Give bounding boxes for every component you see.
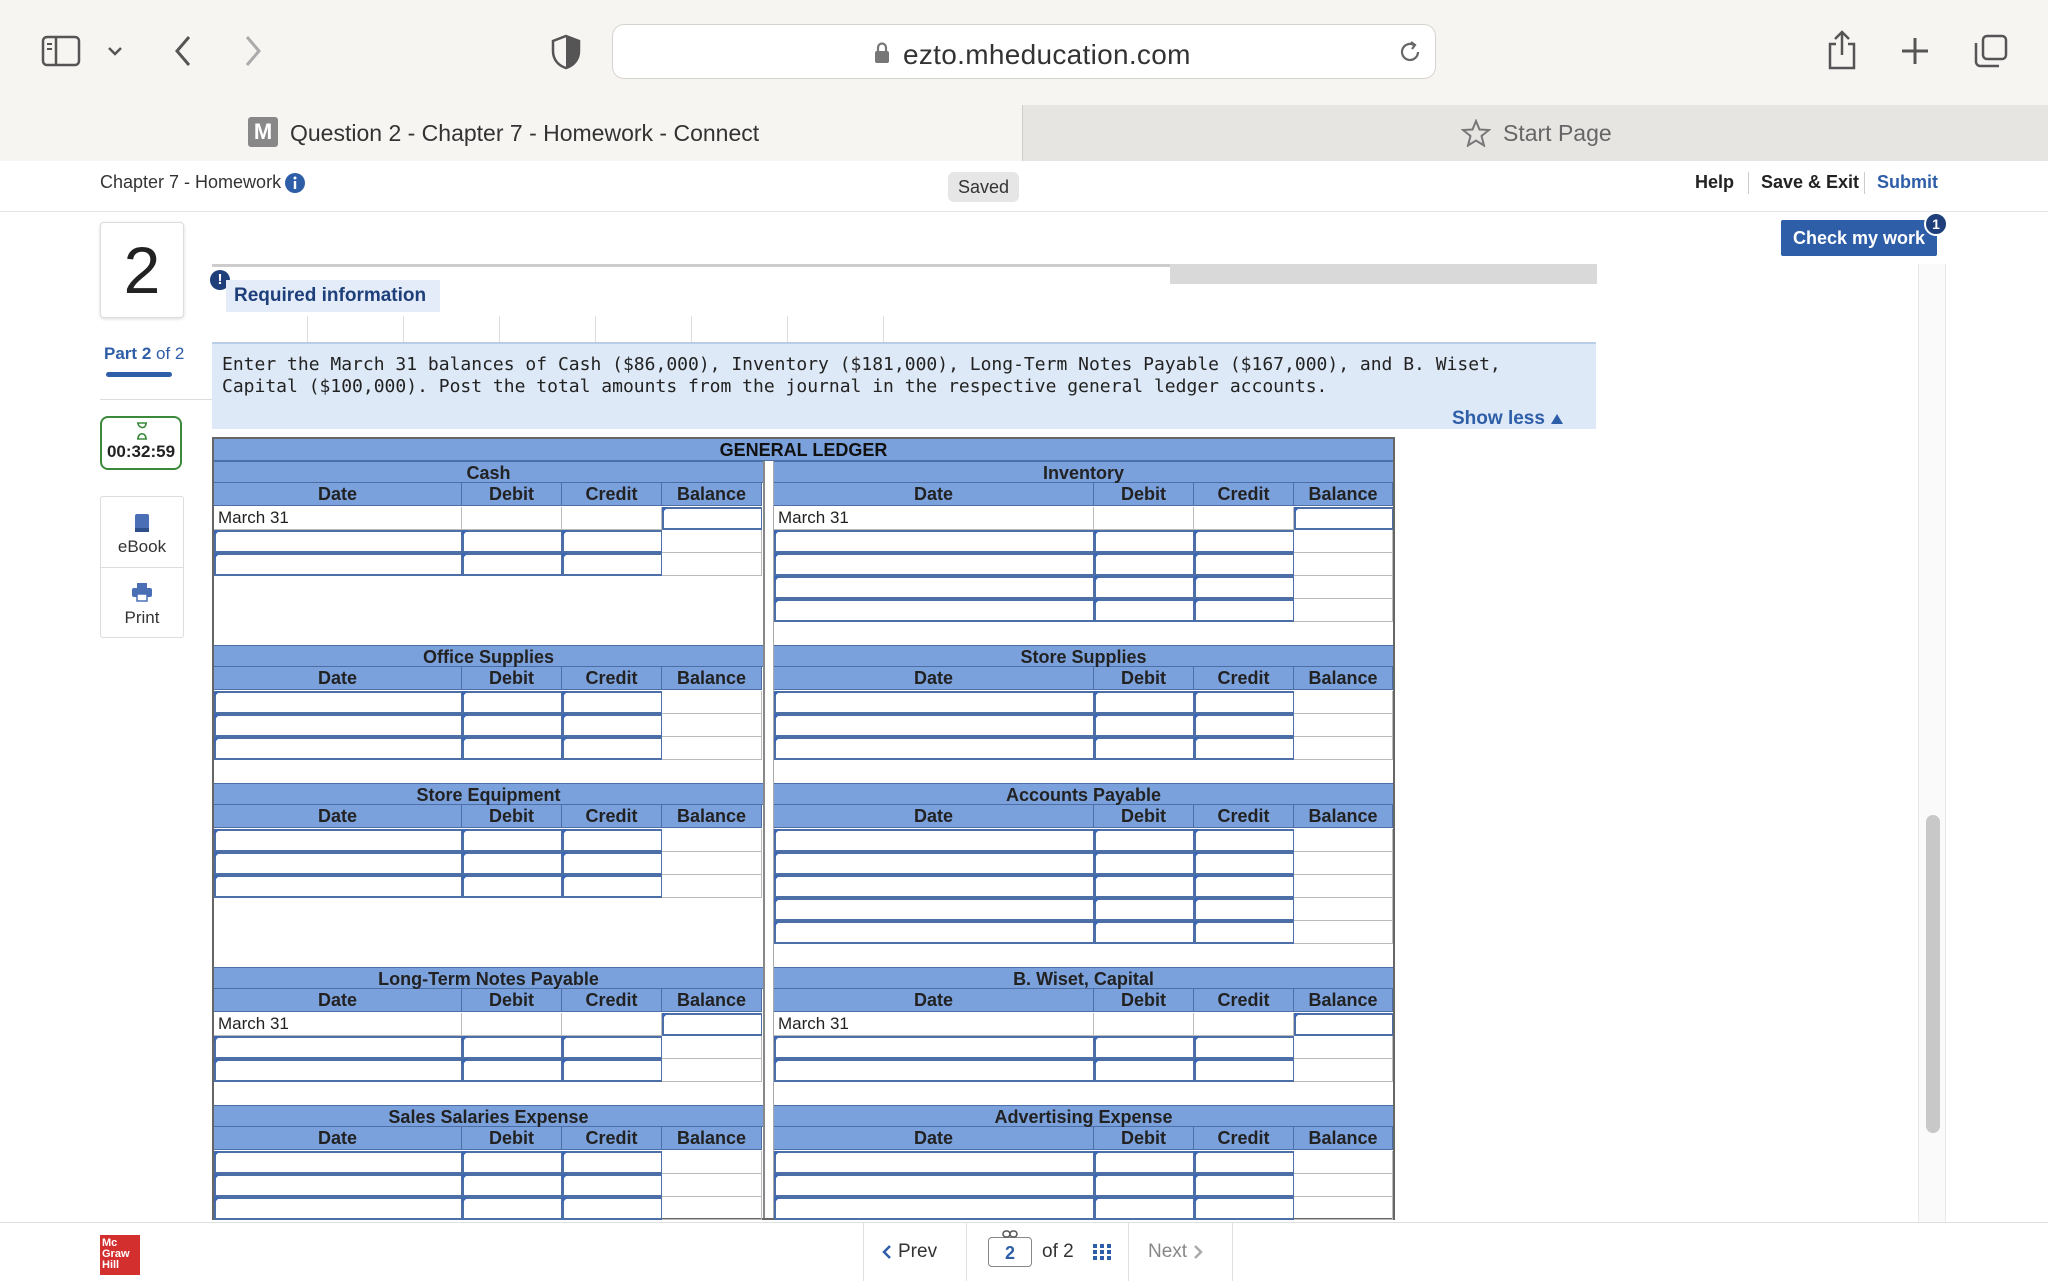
reload-icon[interactable] [1397,39,1423,65]
credit-field[interactable] [1194,921,1294,944]
balance-field [1294,852,1393,875]
submit-link[interactable]: Submit [1877,172,1938,192]
balance-field [662,553,762,576]
column-header-debit: Debit [1094,989,1194,1012]
ledger-title: GENERAL LEDGER [214,439,1393,461]
credit-field[interactable] [1194,530,1294,553]
balance-field [662,1036,762,1059]
credit-field[interactable] [1194,1197,1294,1220]
debit-field[interactable] [462,737,562,760]
debit-field[interactable] [1094,829,1194,852]
balance-field [662,829,762,852]
save-exit-link[interactable]: Save & Exit [1761,172,1860,192]
debit-field[interactable] [1094,737,1194,760]
date-field[interactable] [214,737,462,760]
credit-field[interactable] [1194,691,1294,714]
balance-field [662,691,762,714]
debit-cell [462,507,562,530]
date-field[interactable] [214,553,462,576]
date-field[interactable] [214,1174,462,1197]
column-header-balance: Balance [662,989,762,1012]
credit-field[interactable] [1194,714,1294,737]
column-header-credit: Credit [1194,805,1294,828]
debit-field[interactable] [462,852,562,875]
chevron-right-icon [1193,1244,1203,1260]
date-field[interactable] [774,921,1094,944]
tools-panel [100,496,184,638]
prev-label: Prev [898,1241,938,1262]
privacy-shield-icon[interactable] [548,32,584,72]
date-field[interactable] [774,1174,1094,1197]
debit-field[interactable] [1094,530,1194,553]
instructions-panel [212,342,1596,429]
general-ledger [212,437,1395,1220]
chevron-down-icon[interactable] [104,40,126,62]
balance-field [1294,1174,1393,1197]
balance-field [1294,875,1393,898]
column-header-date: Date [214,805,462,828]
balance-field[interactable] [1294,1013,1393,1036]
date-cell: March 31 [774,1013,1094,1036]
balance-field [662,1151,762,1174]
date-field[interactable] [214,1197,462,1220]
balance-field [662,714,762,737]
column-header-debit: Debit [462,805,562,828]
date-field[interactable] [774,852,1094,875]
column-header-balance: Balance [1294,667,1393,690]
debit-field[interactable] [1094,691,1194,714]
debit-field[interactable] [1094,898,1194,921]
book-icon [133,513,151,533]
chevron-left-icon [882,1244,892,1260]
credit-field[interactable] [562,737,662,760]
balance-field [1294,530,1393,553]
debit-field[interactable] [462,714,562,737]
date-field[interactable] [214,852,462,875]
credit-field[interactable] [562,829,662,852]
triangle-up-icon [1550,413,1564,425]
credit-field[interactable] [1194,576,1294,599]
column-header-credit: Credit [1194,667,1294,690]
credit-field[interactable] [562,1059,662,1082]
column-header-date: Date [774,1127,1094,1150]
credit-field[interactable] [1194,737,1294,760]
balance-field [1294,714,1393,737]
balance-field[interactable] [1294,507,1393,530]
credit-field[interactable] [562,1151,662,1174]
credit-field[interactable] [562,1174,662,1197]
part-tab-strip [212,316,1170,343]
debit-field[interactable] [462,875,562,898]
credit-cell [1194,1013,1294,1036]
column-header-credit: Credit [1194,989,1294,1012]
divider [1128,1223,1129,1281]
part-progress-bar [106,372,172,377]
balance-field [1294,1059,1393,1082]
hourglass-icon [136,422,148,440]
date-field[interactable] [774,737,1094,760]
balance-field [662,875,762,898]
timer-box[interactable] [100,416,182,470]
ebook-label: eBook [117,537,167,556]
column-header-credit: Credit [562,667,662,690]
mcgraw-favicon-icon: M [248,117,278,147]
date-field[interactable] [214,530,462,553]
tab-overview-icon[interactable] [1972,32,2010,70]
credit-field[interactable] [562,875,662,898]
debit-field[interactable] [462,530,562,553]
balance-field [662,1059,762,1082]
debit-field[interactable] [462,829,562,852]
column-header-balance: Balance [1294,483,1393,506]
date-field[interactable] [774,691,1094,714]
column-header-date: Date [214,483,462,506]
info-icon[interactable] [284,172,306,194]
account-title: Advertising Expense [774,1105,1393,1127]
credit-field[interactable] [1194,829,1294,852]
saved-status: Saved [948,172,1019,202]
lock-icon [873,42,891,64]
print-button[interactable] [101,568,183,638]
column-header-credit: Credit [562,805,662,828]
column-header-debit: Debit [462,667,562,690]
column-header-balance: Balance [662,483,762,506]
debit-field[interactable] [1094,1151,1194,1174]
credit-field[interactable] [1194,599,1294,622]
balance-field [662,737,762,760]
column-header-balance: Balance [1294,805,1393,828]
account-title: Inventory [774,461,1393,483]
debit-field[interactable] [1094,553,1194,576]
balance-field [1294,553,1393,576]
link-icon [1002,1229,1018,1239]
header-bar-right [1170,264,1597,284]
debit-cell [462,1013,562,1036]
tab-start-page[interactable] [1022,105,2048,161]
balance-field [1294,737,1393,760]
balance-field [1294,1197,1393,1220]
date-field[interactable] [214,875,462,898]
part-current: 2 [141,344,152,363]
debit-field[interactable] [1094,875,1194,898]
credit-cell [1194,507,1294,530]
column-header-credit: Credit [562,1127,662,1150]
column-header-balance: Balance [1294,1127,1393,1150]
account-title: Store Equipment [214,783,763,805]
next-button[interactable] [1148,1241,1203,1263]
required-info-tab[interactable]: Required information [226,280,440,312]
page-of: of 2 [1042,1241,1074,1262]
column-header-credit: Credit [562,989,662,1012]
debit-field[interactable] [1094,1197,1194,1220]
browser-toolbar [0,0,2048,105]
date-cell: March 31 [214,507,462,530]
page-number-field[interactable]: 2 [988,1237,1032,1267]
date-field[interactable] [774,530,1094,553]
credit-field[interactable] [1194,852,1294,875]
credit-field[interactable] [1194,898,1294,921]
credit-field[interactable] [562,530,662,553]
bottom-navigation [0,1222,2048,1280]
column-header-credit: Credit [1194,1127,1294,1150]
balance-field [1294,691,1393,714]
print-label: Print [124,608,160,627]
date-field[interactable] [774,576,1094,599]
debit-field[interactable] [462,1174,562,1197]
date-field[interactable] [774,1036,1094,1059]
column-header-debit: Debit [462,989,562,1012]
credit-field[interactable] [562,1036,662,1059]
column-header-date: Date [774,805,1094,828]
instructions-text: Enter the March 31 balances of Cash ($86,000), Inventory ($181,000), Long-Term Notes Payable ($167,000), and B. Wiset, Capital ($100,000). Post the total amounts from the journal in the respective general ledger accounts. [222,354,1501,397]
credit-field[interactable] [562,852,662,875]
check-my-work-button[interactable]: Check my work [1781,220,1937,256]
part-of: of 2 [156,344,185,363]
credit-cell [562,1013,662,1036]
credit-cell [562,507,662,530]
column-header-date: Date [774,989,1094,1012]
credit-field[interactable] [1194,1151,1294,1174]
column-header-debit: Debit [462,483,562,506]
debit-field[interactable] [1094,921,1194,944]
debit-field[interactable] [1094,1059,1194,1082]
date-field[interactable] [214,1036,462,1059]
balance-field [662,1197,762,1220]
balance-field [1294,599,1393,622]
column-header-balance: Balance [662,805,762,828]
debit-cell [1094,1013,1194,1036]
date-field[interactable] [214,691,462,714]
help-link[interactable]: Help [1695,172,1735,192]
address-bar[interactable] [612,24,1436,79]
credit-field[interactable] [1194,875,1294,898]
share-icon[interactable] [1824,28,1860,72]
tab-title: Question 2 - Chapter 7 - Homework - Connect [290,120,760,146]
next-label: Next [1148,1241,1188,1262]
debit-field[interactable] [462,1151,562,1174]
debit-field[interactable] [1094,1174,1194,1197]
divider [966,1223,967,1281]
credit-field[interactable] [1194,1036,1294,1059]
debit-cell [1094,507,1194,530]
debit-field[interactable] [1094,1036,1194,1059]
column-header-credit: Credit [562,483,662,506]
debit-field[interactable] [462,553,562,576]
grid-icon[interactable] [1092,1243,1112,1261]
column-header-debit: Debit [1094,805,1194,828]
account-title: Store Supplies [774,645,1393,667]
date-cell: March 31 [774,507,1094,530]
credit-field[interactable] [562,553,662,576]
date-field[interactable] [774,1197,1094,1220]
credit-field[interactable] [1194,1059,1294,1082]
column-header-date: Date [214,989,462,1012]
debit-field[interactable] [462,1036,562,1059]
url-text: ezto.mheducation.com [903,39,1191,70]
alert-icon: ! [210,270,230,290]
date-field[interactable] [774,1059,1094,1082]
date-field[interactable] [214,1151,462,1174]
column-header-balance: Balance [1294,989,1393,1012]
account-title: Sales Salaries Expense [214,1105,763,1127]
column-header-balance: Balance [662,667,762,690]
balance-field[interactable] [662,507,762,530]
credit-field[interactable] [562,714,662,737]
debit-field[interactable] [462,1059,562,1082]
divider [1864,172,1865,194]
balance-field [1294,921,1393,944]
column-header-date: Date [214,667,462,690]
date-field[interactable] [774,1151,1094,1174]
app-header [0,162,2048,212]
credit-field[interactable] [562,691,662,714]
debit-field[interactable] [462,691,562,714]
column-header-debit: Debit [462,1127,562,1150]
ebook-button[interactable] [101,497,183,567]
date-field[interactable] [214,714,462,737]
back-icon[interactable] [168,32,198,70]
question-number: 2 [123,233,161,307]
column-header-debit: Debit [1094,667,1194,690]
date-field[interactable] [214,1059,462,1082]
credit-field[interactable] [562,1197,662,1220]
date-cell: March 31 [214,1013,462,1036]
debit-field[interactable] [1094,576,1194,599]
account-title: B. Wiset, Capital [774,967,1393,989]
tab-bar [0,105,2048,161]
new-tab-icon[interactable] [1898,34,1932,68]
credit-field[interactable] [1194,553,1294,576]
account-title: Cash [214,461,763,483]
part-indicator [104,344,184,364]
printer-icon [131,582,153,602]
forward-icon[interactable] [238,32,268,70]
divider [1748,172,1749,194]
column-header-debit: Debit [1094,1127,1194,1150]
mcgraw-hill-logo: Mc Graw Hill [100,1235,140,1275]
balance-field [1294,829,1393,852]
date-field[interactable] [774,829,1094,852]
date-field[interactable] [774,553,1094,576]
account-title: Accounts Payable [774,783,1393,805]
date-field[interactable] [774,714,1094,737]
balance-field [662,530,762,553]
show-less-button[interactable] [1452,408,1564,430]
breadcrumb: Chapter 7 - Homework [100,172,282,192]
credit-field[interactable] [1194,1174,1294,1197]
column-header-debit: Debit [1094,483,1194,506]
balance-field [662,852,762,875]
balance-field[interactable] [662,1013,762,1036]
balance-field [662,1174,762,1197]
column-header-date: Date [774,667,1094,690]
date-field[interactable] [774,875,1094,898]
check-count-badge: 1 [1924,212,1948,236]
tab-question-2[interactable] [0,105,1022,161]
balance-field [1294,898,1393,921]
pagination [863,1223,1233,1281]
column-header-credit: Credit [1194,483,1294,506]
balance-field [1294,576,1393,599]
star-icon [1461,119,1491,147]
tab-title: Start Page [1503,120,1612,146]
column-header-date: Date [774,483,1094,506]
timer-value: 00:32:59 [106,442,176,461]
column-divider [763,461,774,1218]
column-header-date: Date [214,1127,462,1150]
scrollbar-thumb[interactable] [1926,815,1940,1133]
part-label: Part [104,344,138,363]
debit-field[interactable] [1094,852,1194,875]
prev-button[interactable] [882,1241,937,1263]
sidebar-toggle-icon[interactable] [40,34,82,68]
date-field[interactable] [774,898,1094,921]
show-less-label: Show less [1452,408,1545,429]
debit-field[interactable] [1094,599,1194,622]
debit-field[interactable] [1094,714,1194,737]
debit-field[interactable] [462,1197,562,1220]
account-title: Long-Term Notes Payable [214,967,763,989]
balance-field [1294,1036,1393,1059]
column-header-balance: Balance [662,1127,762,1150]
account-title: Office Supplies [214,645,763,667]
date-field[interactable] [774,599,1094,622]
date-field[interactable] [214,829,462,852]
question-number-box [100,222,184,318]
balance-field [1294,1151,1393,1174]
